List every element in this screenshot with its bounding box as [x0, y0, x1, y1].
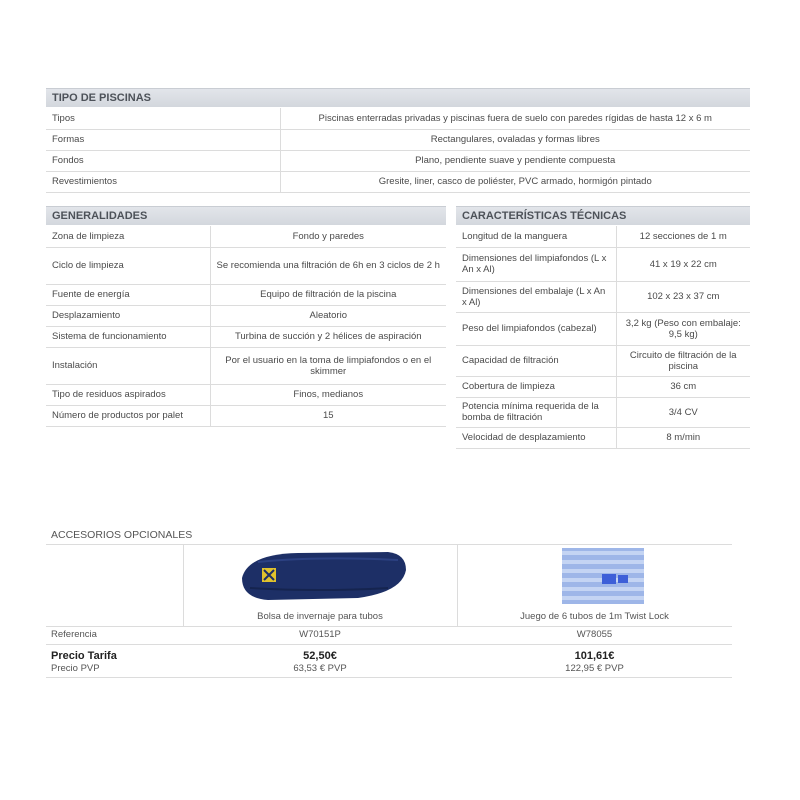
table-row [46, 326, 446, 347]
table-row [456, 281, 750, 312]
table-row [456, 397, 750, 427]
table-row [46, 150, 750, 171]
bolsa-invernaje-image [238, 548, 410, 604]
row-label: Sistema de funcionamiento [46, 326, 210, 347]
divider [46, 677, 732, 678]
table-row [456, 376, 750, 397]
row-label: Fondos [46, 150, 280, 171]
row-label: Desplazamiento [46, 305, 210, 326]
table-row [456, 427, 750, 448]
table-row [46, 284, 446, 305]
row-label: Fuente de energía [46, 284, 210, 305]
product-price: 101,61€ [574, 650, 615, 662]
divider [46, 626, 732, 627]
caracteristicas-header: CARACTERÍSTICAS TÉCNICAS [456, 206, 750, 225]
table-row [46, 247, 446, 284]
row-value: 36 cm [616, 376, 750, 397]
row-label: Dimensiones del embalaje (L x An x Al) [456, 281, 616, 312]
row-label: Tipo de residuos aspirados [46, 384, 210, 405]
product-ref: W70151P [299, 629, 341, 640]
product-ref: W78055 [576, 629, 613, 640]
row-value: Plano, pendiente suave y pendiente compuesta [280, 150, 750, 171]
row-value: Turbina de succión y 2 hélices de aspiración [210, 326, 446, 347]
row-value: Piscinas enterradas privadas y piscinas fuera de suelo con paredes rígidas de hasta 12 x 6 m [280, 108, 750, 129]
table-row [456, 226, 750, 247]
product-name: Bolsa de invernaje para tubos [257, 611, 383, 622]
table-row [456, 345, 750, 376]
accesorios-title: ACCESORIOS OPCIONALES [51, 529, 193, 541]
precio-tarifa-label: Precio Tarifa [51, 650, 117, 662]
precio-pvp-label: Precio PVP [51, 663, 100, 674]
row-value: 41 x 19 x 22 cm [616, 247, 750, 281]
table-row [46, 384, 446, 405]
row-value: Gresite, liner, casco de poliéster, PVC armado, hormigón pintado [280, 171, 750, 192]
row-value: 12 secciones de 1 m [616, 226, 750, 247]
product-pvp: 122,95 € PVP [565, 663, 624, 674]
tubos-twist-lock-image [562, 548, 644, 604]
row-value: Fondo y paredes [210, 226, 446, 247]
table-row [46, 108, 750, 129]
referencia-label: Referencia [51, 629, 97, 640]
table-row [46, 305, 446, 326]
row-label: Longitud de la manguera [456, 226, 616, 247]
row-label: Cobertura de limpieza [456, 376, 616, 397]
row-label: Instalación [46, 347, 210, 384]
table-row [456, 247, 750, 281]
divider [46, 544, 732, 545]
generalidades-header: GENERALIDADES [46, 206, 446, 225]
row-label: Tipos [46, 108, 280, 129]
table-row [46, 129, 750, 150]
row-label: Peso del limpiafondos (cabezal) [456, 312, 616, 345]
tipo-header: TIPO DE PISCINAS [46, 88, 750, 107]
row-value: 15 [210, 405, 446, 426]
row-label: Velocidad de desplazamiento [456, 427, 616, 448]
row-value: Rectangulares, ovaladas y formas libres [280, 129, 750, 150]
divider [46, 644, 732, 645]
table-row [46, 226, 446, 247]
row-value: 3/4 CV [616, 397, 750, 427]
caracteristicas-table [456, 226, 750, 449]
row-label: Formas [46, 129, 280, 150]
product-name: Juego de 6 tubos de 1m Twist Lock [520, 611, 669, 622]
row-value: Equipo de filtración de la piscina [210, 284, 446, 305]
row-label: Número de productos por palet [46, 405, 210, 426]
row-value: Finos, medianos [210, 384, 446, 405]
table-row [46, 405, 446, 426]
row-value: 3,2 kg (Peso con embalaje: 9,5 kg) [616, 312, 750, 345]
product-price: 52,50€ [303, 650, 337, 662]
row-value: Aleatorio [210, 305, 446, 326]
table-row [46, 171, 750, 192]
row-label: Revestimientos [46, 171, 280, 192]
row-value: Por el usuario en la toma de limpiafondos o en el skimmer [210, 347, 446, 384]
tipo-table [46, 108, 750, 193]
row-label: Dimensiones del limpiafondos (L x An x Al) [456, 247, 616, 281]
row-value: 102 x 23 x 37 cm [616, 281, 750, 312]
generalidades-table [46, 226, 446, 427]
product-pvp: 63,53 € PVP [293, 663, 347, 674]
row-label: Potencia mínima requerida de la bomba de filtración [456, 397, 616, 427]
table-row [456, 312, 750, 345]
row-label: Zona de limpieza [46, 226, 210, 247]
row-label: Capacidad de filtración [456, 345, 616, 376]
row-value: Circuito de filtración de la piscina [616, 345, 750, 376]
table-row [46, 347, 446, 384]
row-value: Se recomienda una filtración de 6h en 3 ciclos de 2 h [210, 247, 446, 284]
row-value: 8 m/min [616, 427, 750, 448]
row-label: Ciclo de limpieza [46, 247, 210, 284]
